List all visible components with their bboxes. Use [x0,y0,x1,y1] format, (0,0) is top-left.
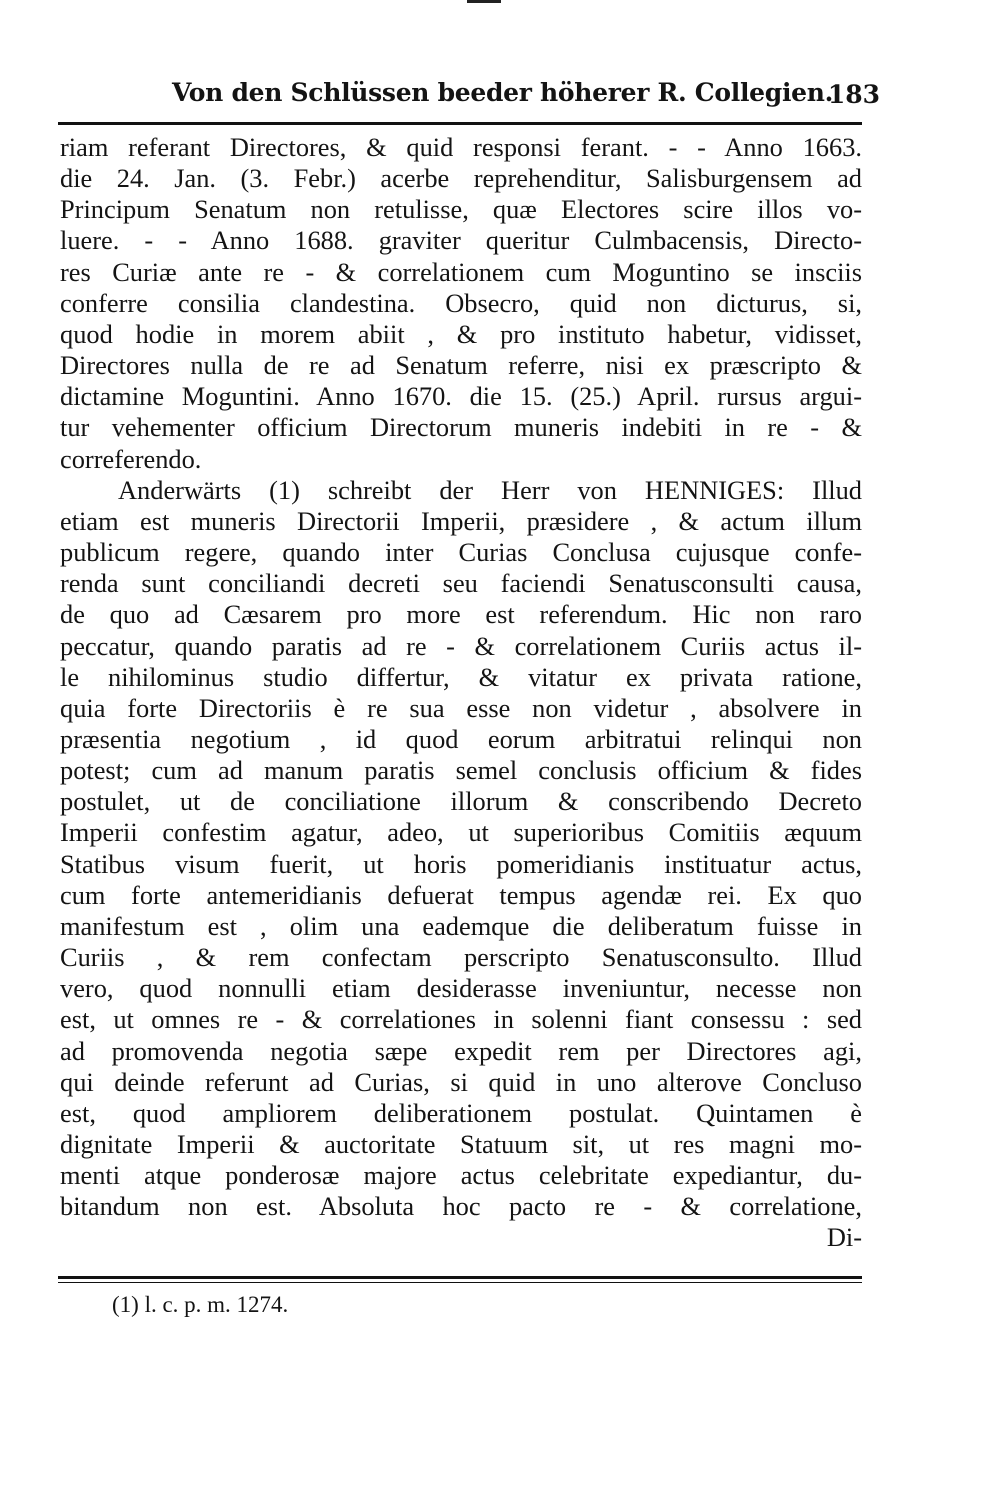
body-text [60,132,862,1254]
text-line: die 24. Jan. (3. Febr.) acerbe reprehenditur, Salisburgensem ad [60,163,862,194]
text-line: præsentia negotium , id quod eorum arbitratui relinqui non [60,723,862,754]
text-line: Statibus visum fuerit, ut horis pomeridianis instituatur actus, [60,848,862,879]
text-line: cum forte antemeridianis defuerat tempus agendæ rei. Ex quo [60,879,862,910]
text-line: Curiis , & rem confectam perscripto Senatusconsulto. Illud [60,942,862,973]
page-header [60,76,880,120]
text-line: potest; cum ad manum paratis semel conclusis officium & fides [60,755,862,786]
text-line: est, ut omnes re - & correlationes in solenni fiant consessu : sed [60,1004,862,1035]
text-line: renda sunt conciliandi decreti seu faciendi Senatusconsulti causa, [60,568,862,599]
paragraph-start-line: Anderwärts (1) schreibt der Herr von HENNIGES: Illud [118,474,862,505]
text-line: menti atque ponderosæ majore actus celebritate expediantur, du- [60,1160,862,1191]
text-line: conferre consilia clandestina. Obsecro, quid non dicturus, si, [60,287,862,318]
text-line: res Curiæ ante re - & correlationem cum Moguntino se insciis [60,256,862,287]
text-line: le nihilominus studio differtur, & vitatur ex privata ratione, [60,661,862,692]
text-line: Principum Senatum non retulisse, quæ Electores scire illos vo- [60,194,862,225]
text-line: etiam est muneris Directorii Imperii, præsidere , & actum illum [60,505,862,536]
text-line: Imperii confestim agatur, adeo, ut superioribus Comitiis æquum [60,817,862,848]
text-line: quod hodie in morem abiit , & pro instituto habetur, vidisset, [60,318,862,349]
text-line: dignitate Imperii & auctoritate Statuum sit, ut res magni mo- [60,1129,862,1159]
paragraph-end-line: correferendo. [60,443,202,474]
footnote: (1) l. c. p. m. 1274. [112,1292,289,1317]
text-line: quia forte Directoriis è re sua esse non videtur , absolvere in [60,692,862,723]
text-line: tur vehementer officium Directorum muneris indebiti in re - & [60,412,862,443]
text-line: dictamine Moguntini. Anno 1670. die 15. (25.) April. rursus argui- [60,381,862,412]
running-title: Von den Schlüssen beeder höherer R. Collegien. [172,78,834,107]
text-line: est, quod ampliorem deliberationem postulat. Quintamen è [60,1097,862,1128]
text-line: postulet, ut de conciliatione illorum & conscribendo Decreto [60,786,862,817]
footnote-rule-thin [58,1282,862,1283]
text-line: qui deinde referunt ad Curias, si quid in uno alterove Concluso [60,1066,862,1097]
page-number: 183 [827,80,880,109]
text-line: de quo ad Cæsarem pro more est referendum. Hic non raro [60,599,862,630]
text-line: vero, quod nonnulli etiam desiderasse inveniuntur, necesse non [60,973,862,1004]
text-line: publicum regere, quando inter Curias Conclusa cujusque confe- [60,537,862,568]
text-line: peccatur, quando paratis ad re - & correlationem Curiis actus il- [60,630,862,661]
text-line: ad promovenda negotia sæpe expedit rem per Directores agi, [60,1035,862,1066]
header-rule [58,122,862,125]
catchword: Di- [826,1222,862,1253]
text-line: manifestum est , olim una eademque die deliberatum fuisse in [60,910,862,941]
top-edge-mark [467,0,501,3]
text-line: luere. - - Anno 1688. graviter queritur Culmbacensis, Directo- [60,225,862,256]
text-line: riam referant Directores, & quid responsi ferant. - - Anno 1663. [60,132,862,162]
footnote-rule [58,1276,862,1279]
text-line: bitandum non est. Absoluta hoc pacto re - & correlatione, [60,1191,862,1222]
text-line: Directores nulla de re ad Senatum referre, nisi ex præscripto & [60,350,862,381]
